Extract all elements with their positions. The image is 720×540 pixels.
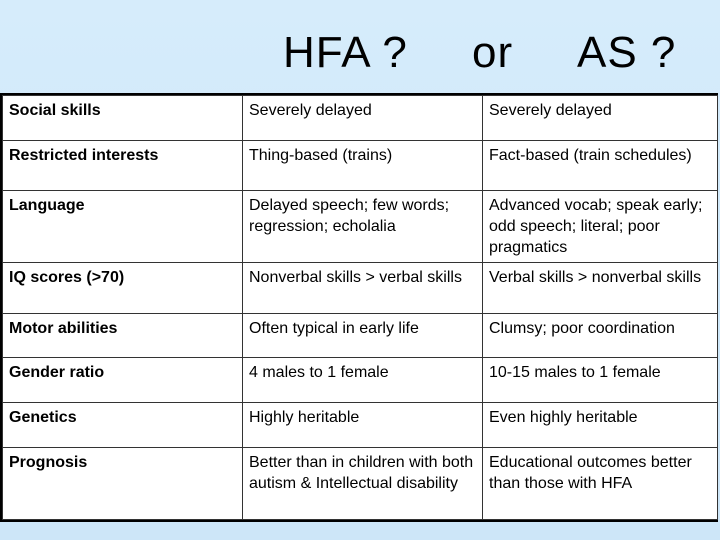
table-row [3,448,718,520]
row-label: Language [3,191,243,263]
as-cell: Severely delayed [483,96,718,141]
hfa-cell: Often typical in early life [243,314,483,358]
table-row [3,141,718,191]
comparison-table [0,93,718,522]
row-label: Restricted interests [3,141,243,191]
hfa-cell: Delayed speech; few words; regression; echolalia [243,191,483,263]
row-label: Gender ratio [3,358,243,403]
hfa-cell: Severely delayed [243,96,483,141]
title-or: or [472,28,514,77]
table-row [3,403,718,448]
slide-title [0,0,720,92]
hfa-cell: Thing-based (trains) [243,141,483,191]
as-cell: Clumsy; poor coordination [483,314,718,358]
hfa-cell: Highly heritable [243,403,483,448]
as-cell: Fact-based (train schedules) [483,141,718,191]
table-row [3,96,718,141]
hfa-cell: 4 males to 1 female [243,358,483,403]
row-label: Motor abilities [3,314,243,358]
hfa-cell: Nonverbal skills > verbal skills [243,263,483,314]
as-cell: Verbal skills > nonverbal skills [483,263,718,314]
table-row [3,263,718,314]
as-cell: Educational outcomes better than those with HFA [483,448,718,520]
row-label: IQ scores (>70) [3,263,243,314]
title-hfa: HFA ? [283,28,408,77]
row-label: Genetics [3,403,243,448]
as-cell: 10-15 males to 1 female [483,358,718,403]
as-cell: Advanced vocab; speak early; odd speech; literal; poor pragmatics [483,191,718,263]
title-as: AS ? [577,28,677,77]
table-row [3,314,718,358]
table-row [3,358,718,403]
hfa-cell: Better than in children with both autism & Intellectual disability [243,448,483,520]
row-label: Social skills [3,96,243,141]
row-label: Prognosis [3,448,243,520]
as-cell: Even highly heritable [483,403,718,448]
table-row [3,191,718,263]
